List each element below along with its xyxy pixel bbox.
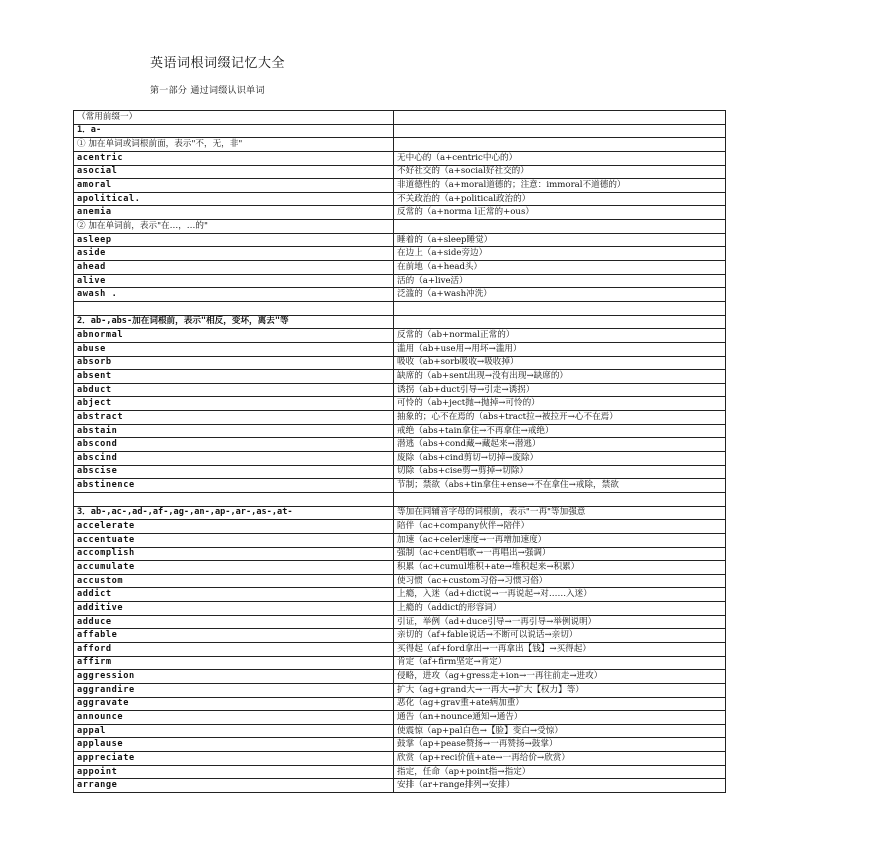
definition-cell [394, 111, 726, 125]
english-word-cell: absent [74, 370, 394, 384]
english-word-cell: abstinence [74, 479, 394, 493]
definition-cell: 欣赏（ap+reci价值+ate→一再给价→欣赏） [394, 752, 726, 766]
definition-cell: 侵略，进攻（ag+gress走+ion→一再往前走→进攻） [394, 670, 726, 684]
word-row [74, 520, 726, 534]
english-word-cell: arrange [74, 779, 394, 793]
english-word-cell: accentuate [74, 533, 394, 547]
note-row [74, 138, 726, 152]
word-row [74, 574, 726, 588]
label-cell: ② 加在单词前，表示"在…，…的" [74, 220, 394, 234]
word-row [74, 588, 726, 602]
definition-cell: 上瘾的（addict的形容词） [394, 602, 726, 616]
definition-cell: 不关政治的（a+political政治的） [394, 192, 726, 206]
label-cell [74, 301, 394, 315]
label-cell: 1．a- [74, 124, 394, 138]
label-cell: （常用前缀一） [74, 111, 394, 125]
word-row [74, 356, 726, 370]
definition-cell [394, 124, 726, 138]
note-row [74, 111, 726, 125]
english-word-cell: apolitical. [74, 192, 394, 206]
section-header-row [74, 315, 726, 329]
definition-cell: 戒绝（abs+tain拿住→不再拿住→戒绝） [394, 424, 726, 438]
english-word-cell: abuse [74, 342, 394, 356]
definition-cell: 泛滥的（a+wash冲洗） [394, 288, 726, 302]
label-cell: 3．ab-,ac-,ad-,af-,ag-,an-,ap-,ar-,as-,at- [74, 506, 394, 520]
word-row [74, 397, 726, 411]
english-word-cell: addict [74, 588, 394, 602]
english-word-cell: aggression [74, 670, 394, 684]
definition-cell: 安排（ar+range排列→安排） [394, 779, 726, 793]
english-word-cell: abnormal [74, 329, 394, 343]
word-row [74, 465, 726, 479]
note-row [74, 220, 726, 234]
definition-cell: 亲切的（af+fable说话→不断可以说话→亲切） [394, 629, 726, 643]
word-row [74, 779, 726, 793]
word-row [74, 342, 726, 356]
definition-cell: 买得起（af+ford拿出→一再拿出【钱】→买得起） [394, 642, 726, 656]
english-word-cell: afford [74, 642, 394, 656]
word-row [74, 629, 726, 643]
english-word-cell: accumulate [74, 561, 394, 575]
word-row [74, 533, 726, 547]
english-word-cell: awash . [74, 288, 394, 302]
definition-cell: 积累（ac+cumul堆积+ate→堆积起来→积累） [394, 561, 726, 575]
english-word-cell: asleep [74, 233, 394, 247]
definition-cell: 肯定（af+firm坚定→肯定） [394, 656, 726, 670]
english-word-cell: abscond [74, 438, 394, 452]
english-word-cell: asocial [74, 165, 394, 179]
word-row [74, 288, 726, 302]
definition-cell: 不好社交的（a+social好社交的） [394, 165, 726, 179]
english-word-cell: accustom [74, 574, 394, 588]
definition-cell: 上瘾，入迷（ad+dict说→一再说起→对……入迷） [394, 588, 726, 602]
english-word-cell: abject [74, 397, 394, 411]
definition-cell: 通告（an+nounce通知→通告） [394, 711, 726, 725]
definition-cell: 诱拐（ab+duct引导→引走→诱拐） [394, 383, 726, 397]
definition-cell: 引证，举例（ad+duce引导→一再引导→举例说明） [394, 615, 726, 629]
english-word-cell: abstract [74, 411, 394, 425]
word-row [74, 656, 726, 670]
english-word-cell: abduct [74, 383, 394, 397]
label-cell: 2．ab-,abs-加在词根前，表示"相反，变坏，离去"等 [74, 315, 394, 329]
english-word-cell: alive [74, 274, 394, 288]
definition-cell: 反常的（a+norma l正常的+ous） [394, 206, 726, 220]
definition-cell: 吸收（ab+sorb吸收→吸收掉） [394, 356, 726, 370]
english-word-cell: accomplish [74, 547, 394, 561]
definition-cell: 活的（a+live活） [394, 274, 726, 288]
definition-cell [394, 301, 726, 315]
english-word-cell: absorb [74, 356, 394, 370]
word-row [74, 247, 726, 261]
english-word-cell: abscise [74, 465, 394, 479]
definition-cell: 非道德性的（a+moral道德的；注意：immoral不道德的） [394, 179, 726, 193]
blank-row [74, 492, 726, 506]
definition-cell: 恶化（ag+grav重+ate病加重） [394, 697, 726, 711]
definition-cell: 在前地（a+head头） [394, 261, 726, 275]
definition-cell: 扩大（ag+grand大→一再大→扩大【权力】等） [394, 683, 726, 697]
document-subtitle: 第一部分 通过词缀认识单词 [150, 86, 265, 96]
word-row [74, 452, 726, 466]
word-row [74, 151, 726, 165]
english-word-cell: additive [74, 602, 394, 616]
word-row [74, 547, 726, 561]
definition-cell: 指定，任命（ap+point指→指定） [394, 765, 726, 779]
word-row [74, 752, 726, 766]
english-word-cell: appreciate [74, 752, 394, 766]
definition-cell: 睡着的（a+sleep睡觉） [394, 233, 726, 247]
english-word-cell: acentric [74, 151, 394, 165]
definition-cell: 切除（abs+cise剪→剪掉→切除） [394, 465, 726, 479]
definition-cell: 等加在同辅音字母的词根前，表示"一再"等加强意 [394, 506, 726, 520]
definition-cell: 抽象的；心不在焉的（abs+tract拉→被拉开→心不在焉） [394, 411, 726, 425]
label-cell: ① 加在单词或词根前面，表示"不，无，非" [74, 138, 394, 152]
english-word-cell: aside [74, 247, 394, 261]
word-row [74, 329, 726, 343]
definition-cell: 无中心的（a+centric中心的） [394, 151, 726, 165]
english-word-cell: abstain [74, 424, 394, 438]
blank-row [74, 301, 726, 315]
word-row [74, 274, 726, 288]
definition-cell: 强制（ac+cent唱歌→一再唱出→强调） [394, 547, 726, 561]
definition-cell: 滥用（ab+use用→用坏→滥用） [394, 342, 726, 356]
definition-cell: 在边上（a+side旁边） [394, 247, 726, 261]
english-word-cell: aggrandire [74, 683, 394, 697]
definition-cell: 废除（abs+cind剪切→切掉→废除） [394, 452, 726, 466]
definition-cell: 使习惯（ac+custom习俗→习惯习俗） [394, 574, 726, 588]
definition-cell [394, 315, 726, 329]
english-word-cell: affirm [74, 656, 394, 670]
definition-cell [394, 492, 726, 506]
english-word-cell: amoral [74, 179, 394, 193]
word-row [74, 206, 726, 220]
english-word-cell: ahead [74, 261, 394, 275]
definition-cell: 缺席的（ab+sent出现→没有出现→缺席的） [394, 370, 726, 384]
word-row [74, 179, 726, 193]
word-row [74, 383, 726, 397]
definition-cell: 使震惊（ap+pal白色→【脸】变白→受惊） [394, 724, 726, 738]
word-row [74, 724, 726, 738]
english-word-cell: applause [74, 738, 394, 752]
word-row [74, 370, 726, 384]
word-row [74, 683, 726, 697]
definition-cell: 鼓掌（ap+pease赞扬→一再赞扬→鼓掌） [394, 738, 726, 752]
definition-cell: 节制；禁欲（abs+tin拿住+ense→不在拿住→戒除，禁欲 [394, 479, 726, 493]
english-word-cell: accelerate [74, 520, 394, 534]
definition-cell: 陪伴（ac+company伙伴→陪伴） [394, 520, 726, 534]
word-row [74, 479, 726, 493]
document-title: 英语词根词缀记忆大全 [150, 56, 286, 71]
word-row [74, 233, 726, 247]
word-row [74, 192, 726, 206]
word-row [74, 711, 726, 725]
english-word-cell: anemia [74, 206, 394, 220]
english-word-cell: appal [74, 724, 394, 738]
word-row [74, 765, 726, 779]
section-header-row [74, 506, 726, 520]
word-row [74, 438, 726, 452]
word-row [74, 697, 726, 711]
definition-cell: 潜逃（abs+cond藏→藏起来→潜逃） [394, 438, 726, 452]
english-word-cell: announce [74, 711, 394, 725]
definition-cell: 加速（ac+celer速度→一再增加速度） [394, 533, 726, 547]
english-word-cell: appoint [74, 765, 394, 779]
english-word-cell: abscind [74, 452, 394, 466]
word-row [74, 670, 726, 684]
word-row [74, 424, 726, 438]
label-cell [74, 492, 394, 506]
definition-cell: 可怜的（ab+ject抛→抛掉→可怜的） [394, 397, 726, 411]
vocabulary-table [73, 110, 726, 793]
word-row [74, 411, 726, 425]
english-word-cell: affable [74, 629, 394, 643]
definition-cell [394, 138, 726, 152]
word-row [74, 165, 726, 179]
word-row [74, 602, 726, 616]
word-row [74, 561, 726, 575]
word-row [74, 261, 726, 275]
english-word-cell: adduce [74, 615, 394, 629]
word-row [74, 738, 726, 752]
section-header-row [74, 124, 726, 138]
word-row [74, 615, 726, 629]
definition-cell: 反常的（ab+normal正常的） [394, 329, 726, 343]
definition-cell [394, 220, 726, 234]
word-row [74, 642, 726, 656]
english-word-cell: aggravate [74, 697, 394, 711]
